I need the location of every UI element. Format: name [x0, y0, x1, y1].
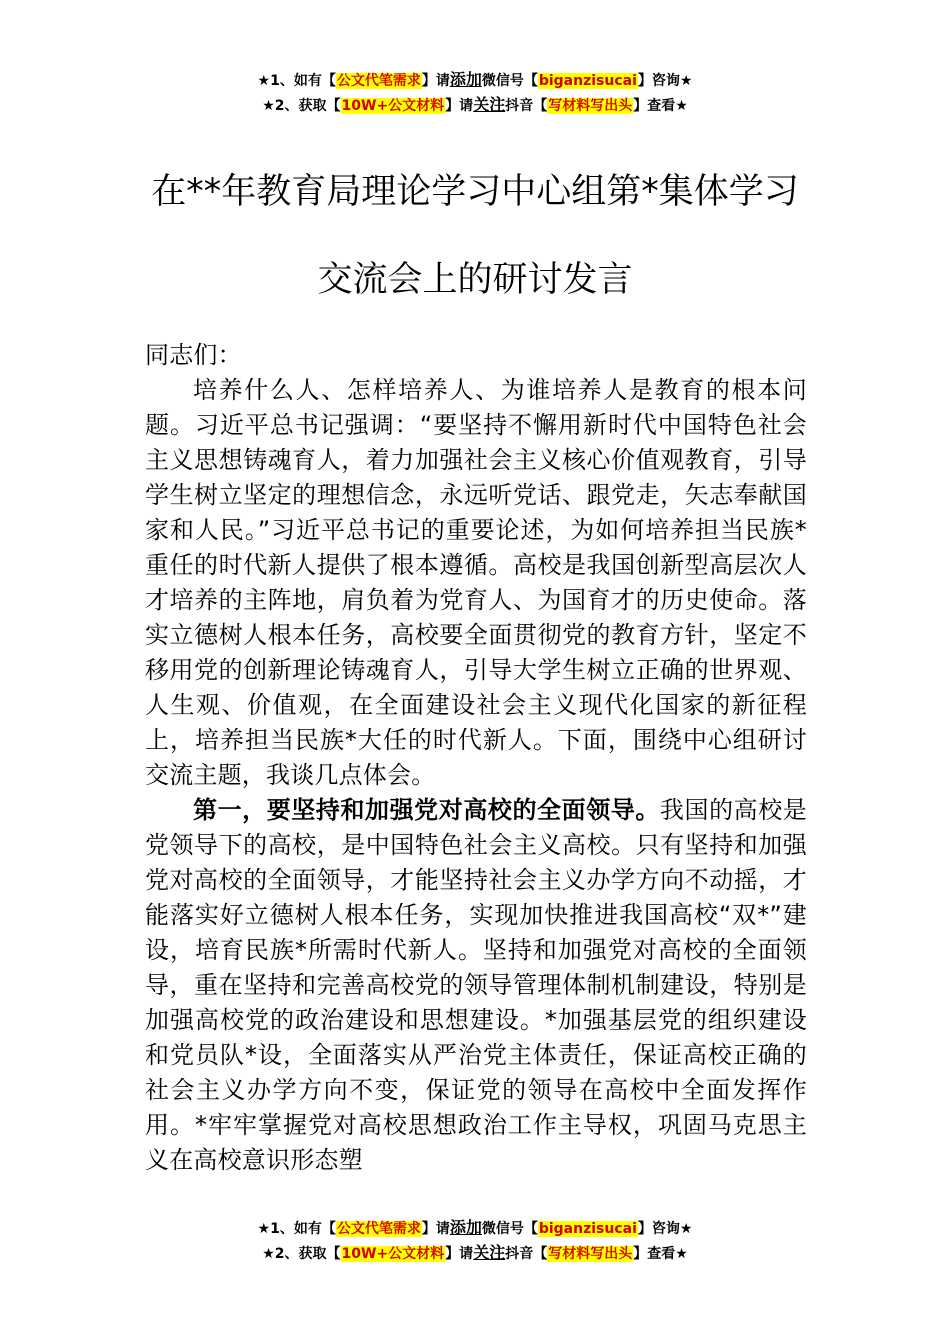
banner-highlight: 写材料写出头 [548, 1246, 633, 1262]
title-line-1: 在**年教育局理论学习中心组第*集体学习 [151, 172, 799, 212]
banner-text: 】请 [421, 73, 450, 89]
star-icon: ★ [675, 1246, 688, 1262]
banner-text: 】请 [421, 1221, 450, 1237]
star-icon: ★ [262, 98, 275, 114]
banner-text: 微信号【 [481, 1221, 538, 1237]
star-icon: ★ [257, 1221, 271, 1237]
banner-line-1 [0, 68, 950, 93]
banner-text: 】请 [445, 1246, 474, 1262]
banner-highlight: 10W+公文材料 [341, 98, 445, 114]
banner-underlined: 关注 [473, 1243, 506, 1262]
star-icon: ★ [262, 1246, 275, 1262]
banner-line-2 [0, 93, 950, 118]
banner-highlight: 写材料写出头 [548, 98, 633, 114]
banner-line-2 [0, 1241, 950, 1266]
banner-text: 抖音【 [505, 1246, 548, 1262]
paragraph-2 [145, 793, 807, 1178]
banner-line-1 [0, 1216, 950, 1241]
banner-highlight: 10W+公文材料 [341, 1246, 445, 1262]
document-body [145, 338, 807, 1178]
banner-text: 1、如有【 [270, 73, 336, 89]
banner-underlined: 关注 [473, 95, 506, 114]
star-icon: ★ [675, 98, 688, 114]
banner-text: 】请 [445, 98, 474, 114]
banner-highlight: 公文代笔需求 [336, 1221, 421, 1237]
paragraph-2-body: 我国的高校是党领导下的高校，是中国特色社会主义高校。只有坚持和加强党对高校的全面领导，才能坚持社会主义办学方向不动摇，才能落实好立德树人根本任务，实现加快推进我国高校“双*”建设，培育民族*所需时代新人。坚持和加强党对高校的全面领导，重在坚持和完善高校党的领导管理体制机制建设，特别是加强高校党的政治建设和思想建设。*加强基层党的组织建设和党员队*设，全面落实从严治党主体责任，保证高校正确的社会主义办学方向不变，保证党的领导在高校中全面发挥作用。*牢牢掌握党对高校思想政治工作主导权，巩固马克思主义在高校意识形态塑 [145, 796, 807, 1174]
banner-text: 】查看 [633, 1246, 676, 1262]
paragraph-2-heading: 第一，要坚持和加强党对高校的全面领导。 [193, 796, 660, 824]
banner-highlight: biganzisucai [538, 1221, 637, 1237]
banner-highlight: biganzisucai [538, 73, 637, 89]
salutation: 同志们： [145, 341, 242, 369]
document-title [70, 148, 880, 324]
banner-text: 】咨询 [637, 73, 680, 89]
title-line-2: 交流会上的研讨发言 [317, 260, 633, 300]
banner-text: 抖音【 [505, 98, 548, 114]
banner-text: 1、如有【 [270, 1221, 336, 1237]
banner-underlined: 添加 [449, 1218, 482, 1237]
star-icon: ★ [679, 73, 693, 89]
banner-highlight: 公文代笔需求 [336, 73, 421, 89]
banner-text: 】查看 [633, 98, 676, 114]
banner-text: 】咨询 [637, 1221, 680, 1237]
star-icon: ★ [679, 1221, 693, 1237]
star-icon: ★ [257, 73, 271, 89]
banner-text: 微信号【 [481, 73, 538, 89]
banner-text: 2、获取【 [274, 98, 341, 114]
footer-banner [0, 1216, 950, 1266]
header-banner [0, 68, 950, 118]
banner-text: 2、获取【 [274, 1246, 341, 1262]
paragraph-1: 培养什么人、怎样培养人、为谁培养人是教育的根本问题。习近平总书记强调：“要坚持不懈用新时代中国特色社会主义思想铸魂育人，着力加强社会主义核心价值观教育，引导学生树立坚定的理想信念，永远听党话、跟党走，矢志奉献国家和人民。”习近平总书记的重要论述，为如何培养担当民族*重任的时代新人提供了根本遵循。高校是我国创新型高层次人才培养的主阵地，肩负着为党育人、为国育才的历史使命。落实立德树人根本任务，高校要全面贯彻党的教育方针，坚定不移用党的创新理论铸魂育人，引导大学生树立正确的世界观、人生观、价值观，在全面建设社会主义现代化国家的新征程上，培养担当民族*大任的时代新人。下面，围绕中心组研讨交流主题，我谈几点体会。 [145, 376, 807, 789]
banner-underlined: 添加 [449, 70, 482, 89]
